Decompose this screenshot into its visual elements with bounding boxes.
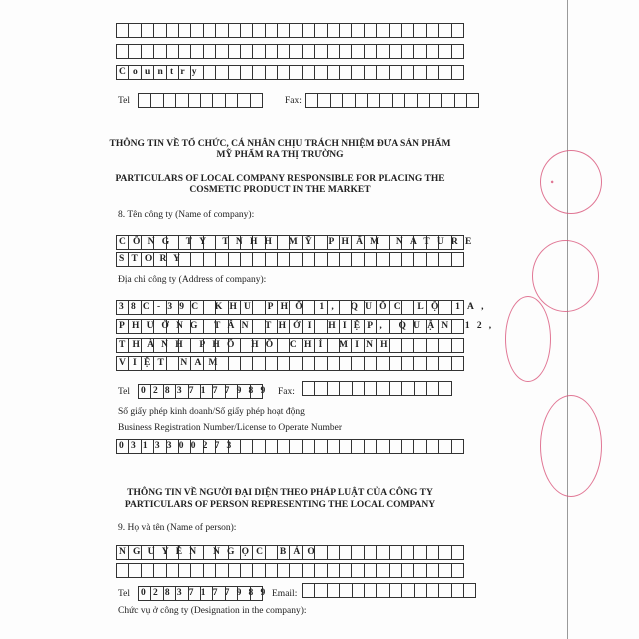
grid-cell (376, 356, 389, 371)
rep-heading-en: PARTICULARS OF PERSON REPRESENTING THE LOCAL COMPANY (124, 500, 436, 510)
empty-grid-row (116, 563, 464, 578)
license-label-en: Business Registration Number/License to Operate Number (118, 423, 342, 433)
grid-cell (203, 23, 216, 38)
grid-cell (413, 252, 426, 267)
grid-cell (364, 545, 377, 560)
grid-cell (289, 252, 302, 267)
grid-cell (466, 93, 479, 108)
address-label: Địa chỉ công ty (Address of company): (118, 275, 267, 285)
grid-cell (339, 356, 352, 371)
grid-cell (426, 563, 439, 578)
grid-text: Country (119, 67, 204, 77)
grid-cell (277, 439, 290, 454)
grid-cell (401, 583, 414, 598)
grid-cell (327, 23, 340, 38)
grid-cell (277, 65, 290, 80)
heading-vn-line2: MỸ PHẨM RA THỊ TRƯỜNG (216, 150, 344, 160)
heading-en-line2: COSMETIC PRODUCT IN THE MARKET (189, 185, 371, 195)
grid-cell (166, 23, 179, 38)
grid-cell (215, 44, 228, 59)
grid-cell (327, 381, 340, 396)
grid-cell (364, 44, 377, 59)
grid-cell (351, 545, 364, 560)
license-label-vn: Số giấy phép kinh doanh/Số giấy phép hoạt động (118, 407, 305, 417)
empty-grid-row (116, 44, 464, 59)
grid-cell (389, 65, 402, 80)
grid-cell (426, 583, 439, 598)
grid-cell (352, 381, 365, 396)
grid-cell (289, 65, 302, 80)
grid-cell (178, 44, 191, 59)
grid-cell (451, 545, 464, 560)
grid-cell (228, 65, 241, 80)
grid-cell (166, 563, 179, 578)
company-seal-stamp (532, 240, 599, 312)
grid-text: VIỆT NAM (119, 358, 225, 368)
grid-cell (376, 23, 389, 38)
grid-cell (128, 563, 141, 578)
grid-text: 38C-39C KHU PHỐ 1, QUỐC LỘ 1A, (119, 302, 491, 312)
grid-cell (314, 44, 327, 59)
grid-cell (426, 439, 439, 454)
address-row (116, 356, 464, 371)
grid-cell (389, 583, 402, 598)
grid-cell (240, 356, 253, 371)
grid-cell (451, 439, 464, 454)
company-name-row (116, 235, 479, 250)
grid-cell (163, 93, 176, 108)
grid-text: PHƯỜNG TÂN THỚI HIỆP, QUẬN 12, (119, 321, 499, 331)
grid-cell (426, 338, 439, 353)
grid-cell (250, 93, 263, 108)
grid-cell (302, 23, 315, 38)
company-seal-stamp (540, 395, 602, 497)
grid-cell (289, 356, 302, 371)
grid-cell (413, 356, 426, 371)
grid-cell (289, 44, 302, 59)
tel-label: Tel (118, 96, 130, 106)
grid-cell (426, 252, 439, 267)
grid-cell (190, 44, 203, 59)
grid-cell (141, 563, 154, 578)
grid-text: 0313300273 (119, 441, 239, 451)
email-grid-row (302, 583, 476, 598)
grid-cell (265, 44, 278, 59)
address-row (116, 338, 464, 353)
grid-cell (417, 93, 430, 108)
grid-cell (438, 23, 451, 38)
grid-text: STORY (119, 254, 188, 264)
grid-cell (401, 563, 414, 578)
grid-cell (376, 381, 389, 396)
grid-cell (200, 93, 213, 108)
fax-label: Fax: (278, 387, 295, 397)
grid-cell (367, 93, 380, 108)
grid-cell (401, 545, 414, 560)
grid-text: CÔNG TY TNHH MỸ PHẨM NATURE (119, 237, 479, 247)
grid-text: 02837177989 (141, 386, 273, 396)
grid-cell (342, 93, 355, 108)
grid-cell (413, 338, 426, 353)
grid-cell (376, 563, 389, 578)
grid-cell (376, 65, 389, 80)
grid-cell (376, 545, 389, 560)
grid-cell (451, 65, 464, 80)
person-name-label: 9. Họ và tên (Name of person): (118, 523, 237, 533)
grid-cell (317, 93, 330, 108)
grid-cell (438, 252, 451, 267)
grid-cell (364, 381, 377, 396)
grid-cell (277, 44, 290, 59)
grid-cell (190, 23, 203, 38)
grid-cell (190, 252, 203, 267)
grid-cell (451, 23, 464, 38)
grid-cell (441, 93, 454, 108)
grid-cell (351, 65, 364, 80)
grid-cell (376, 439, 389, 454)
grid-cell (351, 252, 364, 267)
grid-cell (252, 65, 265, 80)
fax-grid-row (302, 381, 452, 396)
grid-cell (438, 545, 451, 560)
grid-cell (451, 356, 464, 371)
grid-cell (389, 252, 402, 267)
grid-cell (426, 65, 439, 80)
grid-cell (302, 356, 315, 371)
grid-cell (339, 381, 352, 396)
grid-cell (413, 23, 426, 38)
grid-cell (141, 23, 154, 38)
grid-cell (190, 563, 203, 578)
grid-cell (339, 65, 352, 80)
grid-cell (364, 563, 377, 578)
company-seal-stamp: ● (540, 150, 602, 214)
grid-cell (401, 23, 414, 38)
heading-vn-line1: THÔNG TIN VỀ TỔ CHỨC, CÁ NHÂN CHỊU TRÁCH NHIỆM ĐƯA SẢN PHẨM (109, 139, 451, 149)
grid-cell (116, 563, 129, 578)
grid-cell (463, 583, 476, 598)
grid-cell (339, 23, 352, 38)
grid-cell (302, 563, 315, 578)
grid-cell (203, 65, 216, 80)
grid-cell (150, 93, 163, 108)
grid-cell (351, 23, 364, 38)
grid-cell (203, 252, 216, 267)
grid-cell (116, 44, 129, 59)
grid-cell (426, 23, 439, 38)
grid-cell (277, 356, 290, 371)
grid-cell (413, 545, 426, 560)
grid-cell (153, 563, 166, 578)
grid-cell (451, 583, 464, 598)
grid-cell (413, 563, 426, 578)
grid-cell (413, 44, 426, 59)
grid-cell (401, 65, 414, 80)
grid-cell (240, 44, 253, 59)
grid-cell (438, 381, 451, 396)
grid-cell (277, 563, 290, 578)
grid-cell (364, 439, 377, 454)
grid-cell (289, 563, 302, 578)
grid-text: THÀNH PHỐ HỒ CHÍ MINH (119, 340, 395, 350)
grid-cell (265, 252, 278, 267)
grid-cell (203, 563, 216, 578)
grid-cell (252, 356, 265, 371)
grid-cell (228, 356, 241, 371)
address-row (116, 300, 491, 315)
grid-cell (289, 439, 302, 454)
grid-cell (401, 439, 414, 454)
grid-cell (225, 93, 238, 108)
grid-cell (451, 44, 464, 59)
grid-cell (252, 252, 265, 267)
grid-cell (166, 44, 179, 59)
grid-cell (252, 563, 265, 578)
grid-cell (277, 252, 290, 267)
grid-cell (215, 65, 228, 80)
grid-cell (327, 583, 340, 598)
grid-cell (389, 23, 402, 38)
grid-text: NGUYỄN NGỌC BẢO (119, 547, 323, 557)
grid-cell (351, 563, 364, 578)
grid-cell (426, 545, 439, 560)
grid-cell (178, 23, 191, 38)
grid-cell (265, 356, 278, 371)
grid-cell (141, 44, 154, 59)
grid-cell (228, 563, 241, 578)
grid-cell (153, 44, 166, 59)
grid-cell (327, 252, 340, 267)
grid-cell (277, 23, 290, 38)
grid-cell (426, 381, 439, 396)
grid-cell (240, 563, 253, 578)
grid-cell (401, 381, 414, 396)
grid-cell (389, 381, 402, 396)
grid-cell (413, 65, 426, 80)
tel-grid-row (138, 586, 273, 601)
grid-cell (128, 23, 141, 38)
grid-cell (364, 356, 377, 371)
grid-cell (401, 44, 414, 59)
grid-cell (314, 65, 327, 80)
country-grid-row (116, 65, 464, 80)
grid-cell (339, 545, 352, 560)
designation-label: Chức vụ ở công ty (Designation in the company): (118, 606, 307, 616)
grid-cell (252, 23, 265, 38)
grid-cell (240, 252, 253, 267)
person-name-row (116, 545, 464, 560)
company-name-row (116, 252, 464, 267)
email-label: Email: (272, 589, 298, 599)
tel-grid-row (138, 93, 263, 108)
grid-cell (426, 44, 439, 59)
grid-cell (389, 356, 402, 371)
grid-cell (327, 439, 340, 454)
fax-label: Fax: (285, 96, 302, 106)
grid-cell (351, 356, 364, 371)
grid-cell (389, 563, 402, 578)
grid-cell (240, 439, 253, 454)
section-heading-vn (0, 139, 560, 161)
grid-cell (401, 338, 414, 353)
rep-heading-vn: THÔNG TIN VỀ NGƯỜI ĐẠI DIỆN THEO PHÁP LUẬT CỦA CÔNG TY (127, 488, 433, 498)
grid-cell (376, 583, 389, 598)
grid-cell (451, 563, 464, 578)
grid-cell (188, 93, 201, 108)
grid-cell (314, 356, 327, 371)
grid-cell (314, 252, 327, 267)
grid-cell (451, 338, 464, 353)
section-heading-en (0, 174, 560, 196)
grid-cell (237, 93, 250, 108)
grid-cell (289, 23, 302, 38)
grid-cell (438, 356, 451, 371)
grid-cell (454, 93, 467, 108)
grid-cell (330, 93, 343, 108)
grid-cell (401, 252, 414, 267)
grid-cell (240, 65, 253, 80)
grid-cell (414, 583, 427, 598)
grid-cell (376, 252, 389, 267)
grid-cell (351, 44, 364, 59)
grid-cell (339, 439, 352, 454)
fax-grid-row (305, 93, 479, 108)
grid-cell (228, 23, 241, 38)
grid-cell (302, 252, 315, 267)
grid-cell (302, 583, 315, 598)
heading-en-line1: PARTICULARS OF LOCAL COMPANY RESPONSIBLE FOR PLACING THE (115, 174, 445, 184)
grid-cell (364, 252, 377, 267)
grid-cell (314, 583, 327, 598)
grid-cell (302, 44, 315, 59)
grid-cell (215, 563, 228, 578)
address-row (116, 319, 499, 334)
grid-cell (252, 439, 265, 454)
grid-cell (305, 93, 318, 108)
grid-cell (413, 439, 426, 454)
grid-cell (389, 545, 402, 560)
grid-cell (203, 44, 216, 59)
grid-cell (351, 439, 364, 454)
grid-cell (438, 583, 451, 598)
grid-cell (451, 252, 464, 267)
grid-cell (429, 93, 442, 108)
grid-cell (302, 65, 315, 80)
grid-cell (389, 439, 402, 454)
grid-cell (302, 439, 315, 454)
grid-cell (438, 563, 451, 578)
grid-cell (128, 44, 141, 59)
tel-label: Tel (118, 589, 130, 599)
grid-cell (392, 93, 405, 108)
grid-cell (212, 93, 225, 108)
grid-cell (228, 252, 241, 267)
company-name-label: 8. Tên công ty (Name of company): (118, 210, 255, 220)
grid-cell (438, 65, 451, 80)
grid-cell (178, 563, 191, 578)
grid-cell (364, 65, 377, 80)
grid-cell (302, 381, 315, 396)
grid-cell (339, 44, 352, 59)
grid-cell (364, 583, 377, 598)
grid-cell (228, 44, 241, 59)
grid-cell (438, 44, 451, 59)
grid-cell (265, 439, 278, 454)
tel-grid-row (138, 384, 273, 399)
grid-cell (116, 23, 129, 38)
grid-cell (327, 65, 340, 80)
grid-cell (153, 23, 166, 38)
grid-cell (240, 23, 253, 38)
grid-text: 02837177989 (141, 588, 273, 598)
grid-cell (314, 563, 327, 578)
license-grid-row (116, 439, 464, 454)
grid-cell (265, 563, 278, 578)
grid-cell (364, 23, 377, 38)
grid-cell (314, 439, 327, 454)
grid-cell (352, 583, 365, 598)
grid-cell (438, 338, 451, 353)
signature-scribble (505, 296, 551, 382)
grid-cell (339, 252, 352, 267)
grid-cell (404, 93, 417, 108)
grid-cell (327, 44, 340, 59)
grid-cell (426, 356, 439, 371)
page-edge (567, 0, 568, 639)
grid-cell (252, 44, 265, 59)
grid-cell (327, 545, 340, 560)
empty-grid-row (116, 23, 464, 38)
tel-label: Tel (118, 387, 130, 397)
grid-cell (327, 356, 340, 371)
grid-cell (339, 563, 352, 578)
grid-cell (379, 93, 392, 108)
grid-cell (265, 65, 278, 80)
grid-cell (265, 23, 278, 38)
grid-cell (327, 563, 340, 578)
grid-cell (215, 252, 228, 267)
grid-cell (339, 583, 352, 598)
grid-cell (215, 23, 228, 38)
grid-cell (438, 439, 451, 454)
grid-cell (355, 93, 368, 108)
grid-cell (175, 93, 188, 108)
grid-cell (314, 23, 327, 38)
grid-cell (414, 381, 427, 396)
grid-cell (389, 44, 402, 59)
grid-cell (314, 381, 327, 396)
grid-cell (401, 356, 414, 371)
grid-cell (376, 44, 389, 59)
grid-cell (138, 93, 151, 108)
